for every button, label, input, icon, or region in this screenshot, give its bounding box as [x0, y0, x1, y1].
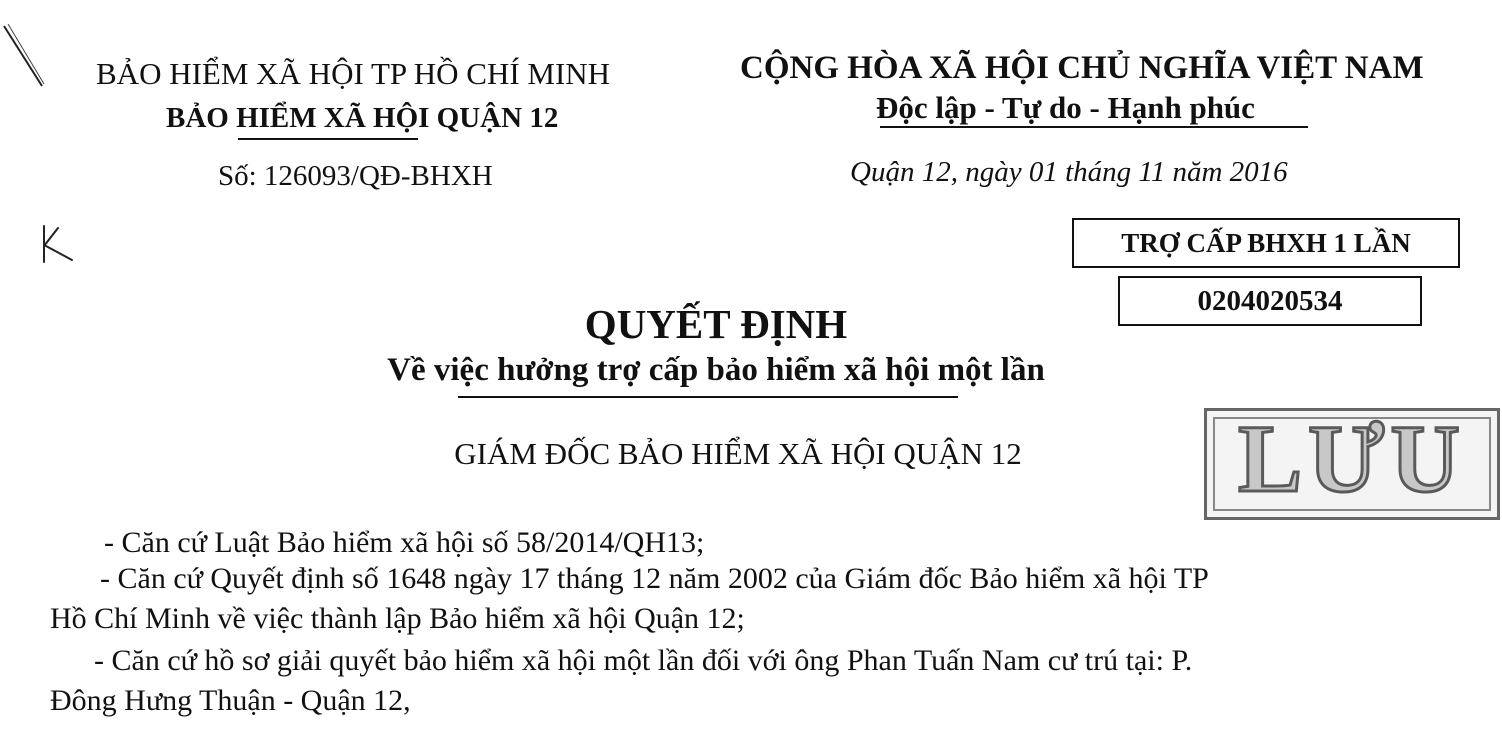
basis-line-3b: Đông Hưng Thuận - Quận 12, — [50, 684, 411, 717]
basis-line-2b: Hồ Chí Minh về việc thành lập Bảo hiểm xã hội Quận 12; — [50, 602, 745, 635]
document-subtitle: Về việc hưởng trợ cấp bảo hiểm xã hội một lần — [387, 352, 1045, 388]
benefit-type-box: TRỢ CẤP BHXH 1 LẦN — [1072, 218, 1460, 268]
basis-line-2a: - Căn cứ Quyết định số 1648 ngày 17 tháng 12 năm 2002 của Giám đốc Bảo hiểm xã hội TP — [100, 562, 1209, 595]
benefit-code-box: 0204020534 — [1118, 276, 1422, 326]
national-motto: Độc lập - Tự do - Hạnh phúc — [876, 90, 1255, 125]
director-heading: GIÁM ĐỐC BẢO HIỂM XÃ HỘI QUẬN 12 — [454, 436, 1022, 471]
document-title: QUYẾT ĐỊNH — [584, 301, 848, 347]
pen-slash-mark — [0, 20, 50, 94]
agency-parent-name: BẢO HIỂM XÃ HỘI TP HỒ CHÍ MINH — [96, 56, 611, 91]
motto-underline — [880, 126, 1308, 128]
stamp-text: LƯU — [1238, 405, 1466, 512]
date-place: Quận 12, ngày 01 tháng 11 năm 2016 — [850, 156, 1288, 188]
nation-name: CỘNG HÒA XÃ HỘI CHỦ NGHĨA VIỆT NAM — [740, 50, 1424, 86]
agency-name: BẢO HIỂM XÃ HỘI QUẬN 12 — [166, 102, 559, 134]
basis-line-1: - Căn cứ Luật Bảo hiểm xã hội số 58/2014/QH13; — [104, 526, 705, 559]
agency-underline — [238, 138, 418, 140]
basis-line-3a: - Căn cứ hồ sơ giải quyết bảo hiểm xã hội một lần đối với ông Phan Tuấn Nam cư trú tại: P. — [94, 644, 1193, 677]
handwritten-k-mark — [36, 222, 86, 268]
subtitle-underline — [458, 396, 958, 398]
document-number: Số: 126093/QĐ-BHXH — [218, 160, 493, 192]
